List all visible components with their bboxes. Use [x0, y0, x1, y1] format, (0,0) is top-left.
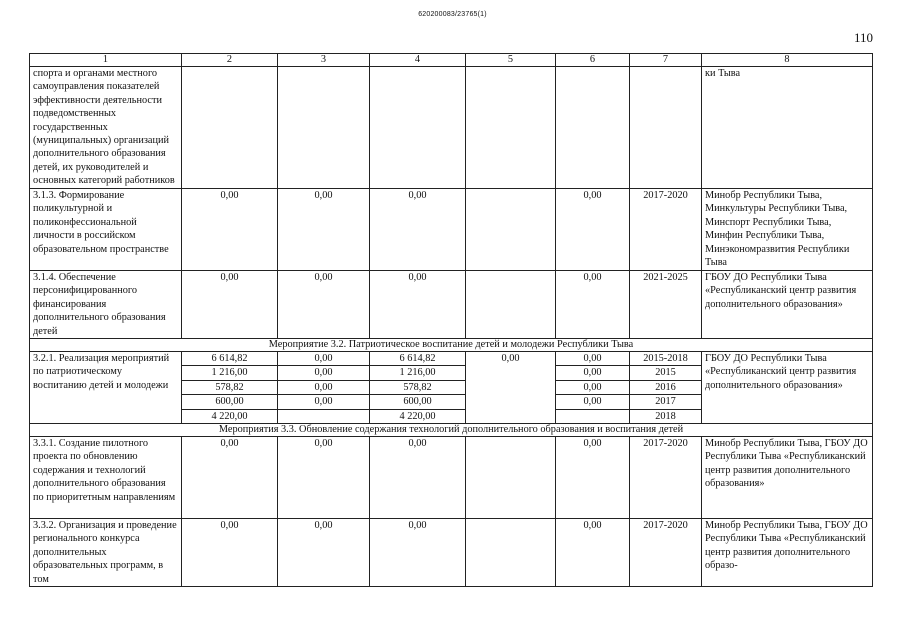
cell: 0,00	[182, 519, 278, 587]
header-cell: 3	[278, 54, 370, 67]
value: 1 216,00	[370, 366, 465, 380]
responsible-cell: ГБОУ ДО Республики Тыва «Республиканский центр развития дополнительного образования»	[702, 271, 873, 339]
value: 0,00	[556, 352, 629, 366]
cell	[556, 352, 630, 424]
value: 4 220,00	[211, 410, 248, 422]
table-row	[30, 352, 873, 424]
header-cell: 4	[370, 54, 466, 67]
cell: 0,00	[370, 519, 466, 587]
cell: 0,00	[556, 519, 630, 587]
cell: 0,00	[556, 189, 630, 271]
value: 2015-2018	[630, 352, 701, 366]
header-cell: 5	[466, 54, 556, 67]
value: 600,00	[370, 395, 465, 409]
table-row	[30, 519, 873, 587]
cell: 0,00	[370, 189, 466, 271]
cell: 2017-2020	[630, 519, 702, 587]
value: 0,00	[501, 353, 520, 365]
activity-cell: 3.3.1. Создание пилотного проекта по обновлению содержания и технологий дополнительного образования по приоритетным направлениям	[30, 437, 182, 519]
activity-cell: 3.1.4. Обеспечение персонифицированного финансирования дополнительного образования детей	[30, 271, 182, 339]
table-row	[30, 437, 873, 519]
value: 2015	[630, 366, 701, 380]
responsible-cell: Минобр Республики Тыва, ГБОУ ДО Республики Тыва «Республиканский центр развития дополнительного образо-	[702, 519, 873, 587]
header-cell: 8	[702, 54, 873, 67]
table-row	[30, 189, 873, 271]
value: 0,00	[556, 381, 629, 395]
cell	[466, 67, 556, 189]
responsible-cell: Минобр Республики Тыва, Минкультуры Республики Тыва, Минспорт Республики Тыва, Минфин Республики Тыва, Минэкономразвития Республики Тыва	[702, 189, 873, 271]
table-row	[30, 271, 873, 339]
table-row	[30, 67, 873, 189]
cell	[182, 67, 278, 189]
activity-cell: 3.1.3. Формирование поликультурной и поликонфессиональной личности в российском образовательном пространстве	[30, 189, 182, 271]
cell: 0,00	[278, 437, 370, 519]
cell: 0,00	[556, 271, 630, 339]
value: 2018	[655, 410, 676, 422]
value: 600,00	[182, 395, 277, 409]
cell	[630, 352, 702, 424]
value: 0,00	[278, 381, 369, 395]
activity-cell: 3.2.1. Реализация мероприятий по патриотическому воспитанию детей и молодежи	[30, 352, 182, 424]
value: 4 220,00	[399, 410, 436, 422]
cell: 0,00	[370, 437, 466, 519]
header-cell: 7	[630, 54, 702, 67]
value: 0,00	[278, 352, 369, 366]
cell	[466, 519, 556, 587]
responsible-cell: ки Тыва	[702, 67, 873, 189]
header-cell: 1	[30, 54, 182, 67]
value: 0,00	[278, 395, 369, 409]
cell: 2017-2020	[630, 437, 702, 519]
cell	[182, 352, 278, 424]
value: 6 614,82	[370, 352, 465, 366]
cell: 0,00	[278, 189, 370, 271]
cell	[278, 352, 370, 424]
cell: 0,00	[556, 437, 630, 519]
cell: 2021-2025	[630, 271, 702, 339]
value: 578,82	[182, 381, 277, 395]
cell	[556, 67, 630, 189]
cell: 2017-2020	[630, 189, 702, 271]
value	[278, 410, 369, 423]
value: 2017	[630, 395, 701, 409]
document-id: 620200083/23765(1)	[418, 11, 487, 18]
page-number: 110	[853, 30, 873, 45]
cell: 0,00	[370, 271, 466, 339]
cell	[370, 352, 466, 424]
value: 578,82	[370, 381, 465, 395]
activity-cell: спорта и органами местного самоуправления показателей эффективности деятельности подведомственных государственных (муниципальных) организаций дополнительного образования детей, их руководителей и основных категорий работников	[30, 67, 182, 189]
header-cell: 6	[556, 54, 630, 67]
cell	[630, 67, 702, 189]
cell: 0,00	[182, 189, 278, 271]
value: 0,00	[556, 366, 629, 380]
cell	[466, 271, 556, 339]
value: 2016	[630, 381, 701, 395]
section-title: Мероприятие 3.2. Патриотическое воспитание детей и молодежи Республики Тыва	[30, 339, 873, 352]
value: 1 216,00	[182, 366, 277, 380]
section-row	[30, 339, 873, 352]
cell	[466, 189, 556, 271]
cell: 0,00	[278, 271, 370, 339]
value: 0,00	[556, 395, 629, 409]
section-title: Мероприятия 3.3. Обновление содержания технологий дополнительного образования и воспитания детей	[30, 424, 873, 437]
cell: 0,00	[278, 519, 370, 587]
program-table	[29, 53, 873, 587]
cell	[370, 67, 466, 189]
value: 0,00	[278, 366, 369, 380]
responsible-cell: Минобр Республики Тыва, ГБОУ ДО Республики Тыва «Республиканский центр развития дополнительного образования»	[702, 437, 873, 519]
value: 6 614,82	[182, 352, 277, 366]
activity-cell: 3.3.2. Организация и проведение регионального конкурса дополнительных образовательных программ, в том	[30, 519, 182, 587]
value	[556, 410, 629, 423]
section-row	[30, 424, 873, 437]
responsible-cell: ГБОУ ДО Республики Тыва «Республиканский центр развития дополнительного образования»	[702, 352, 873, 424]
cell	[466, 437, 556, 519]
cell: 0,00	[182, 437, 278, 519]
header-cell: 2	[182, 54, 278, 67]
cell	[466, 352, 556, 424]
header-row	[30, 54, 873, 67]
cell	[278, 67, 370, 189]
cell: 0,00	[182, 271, 278, 339]
